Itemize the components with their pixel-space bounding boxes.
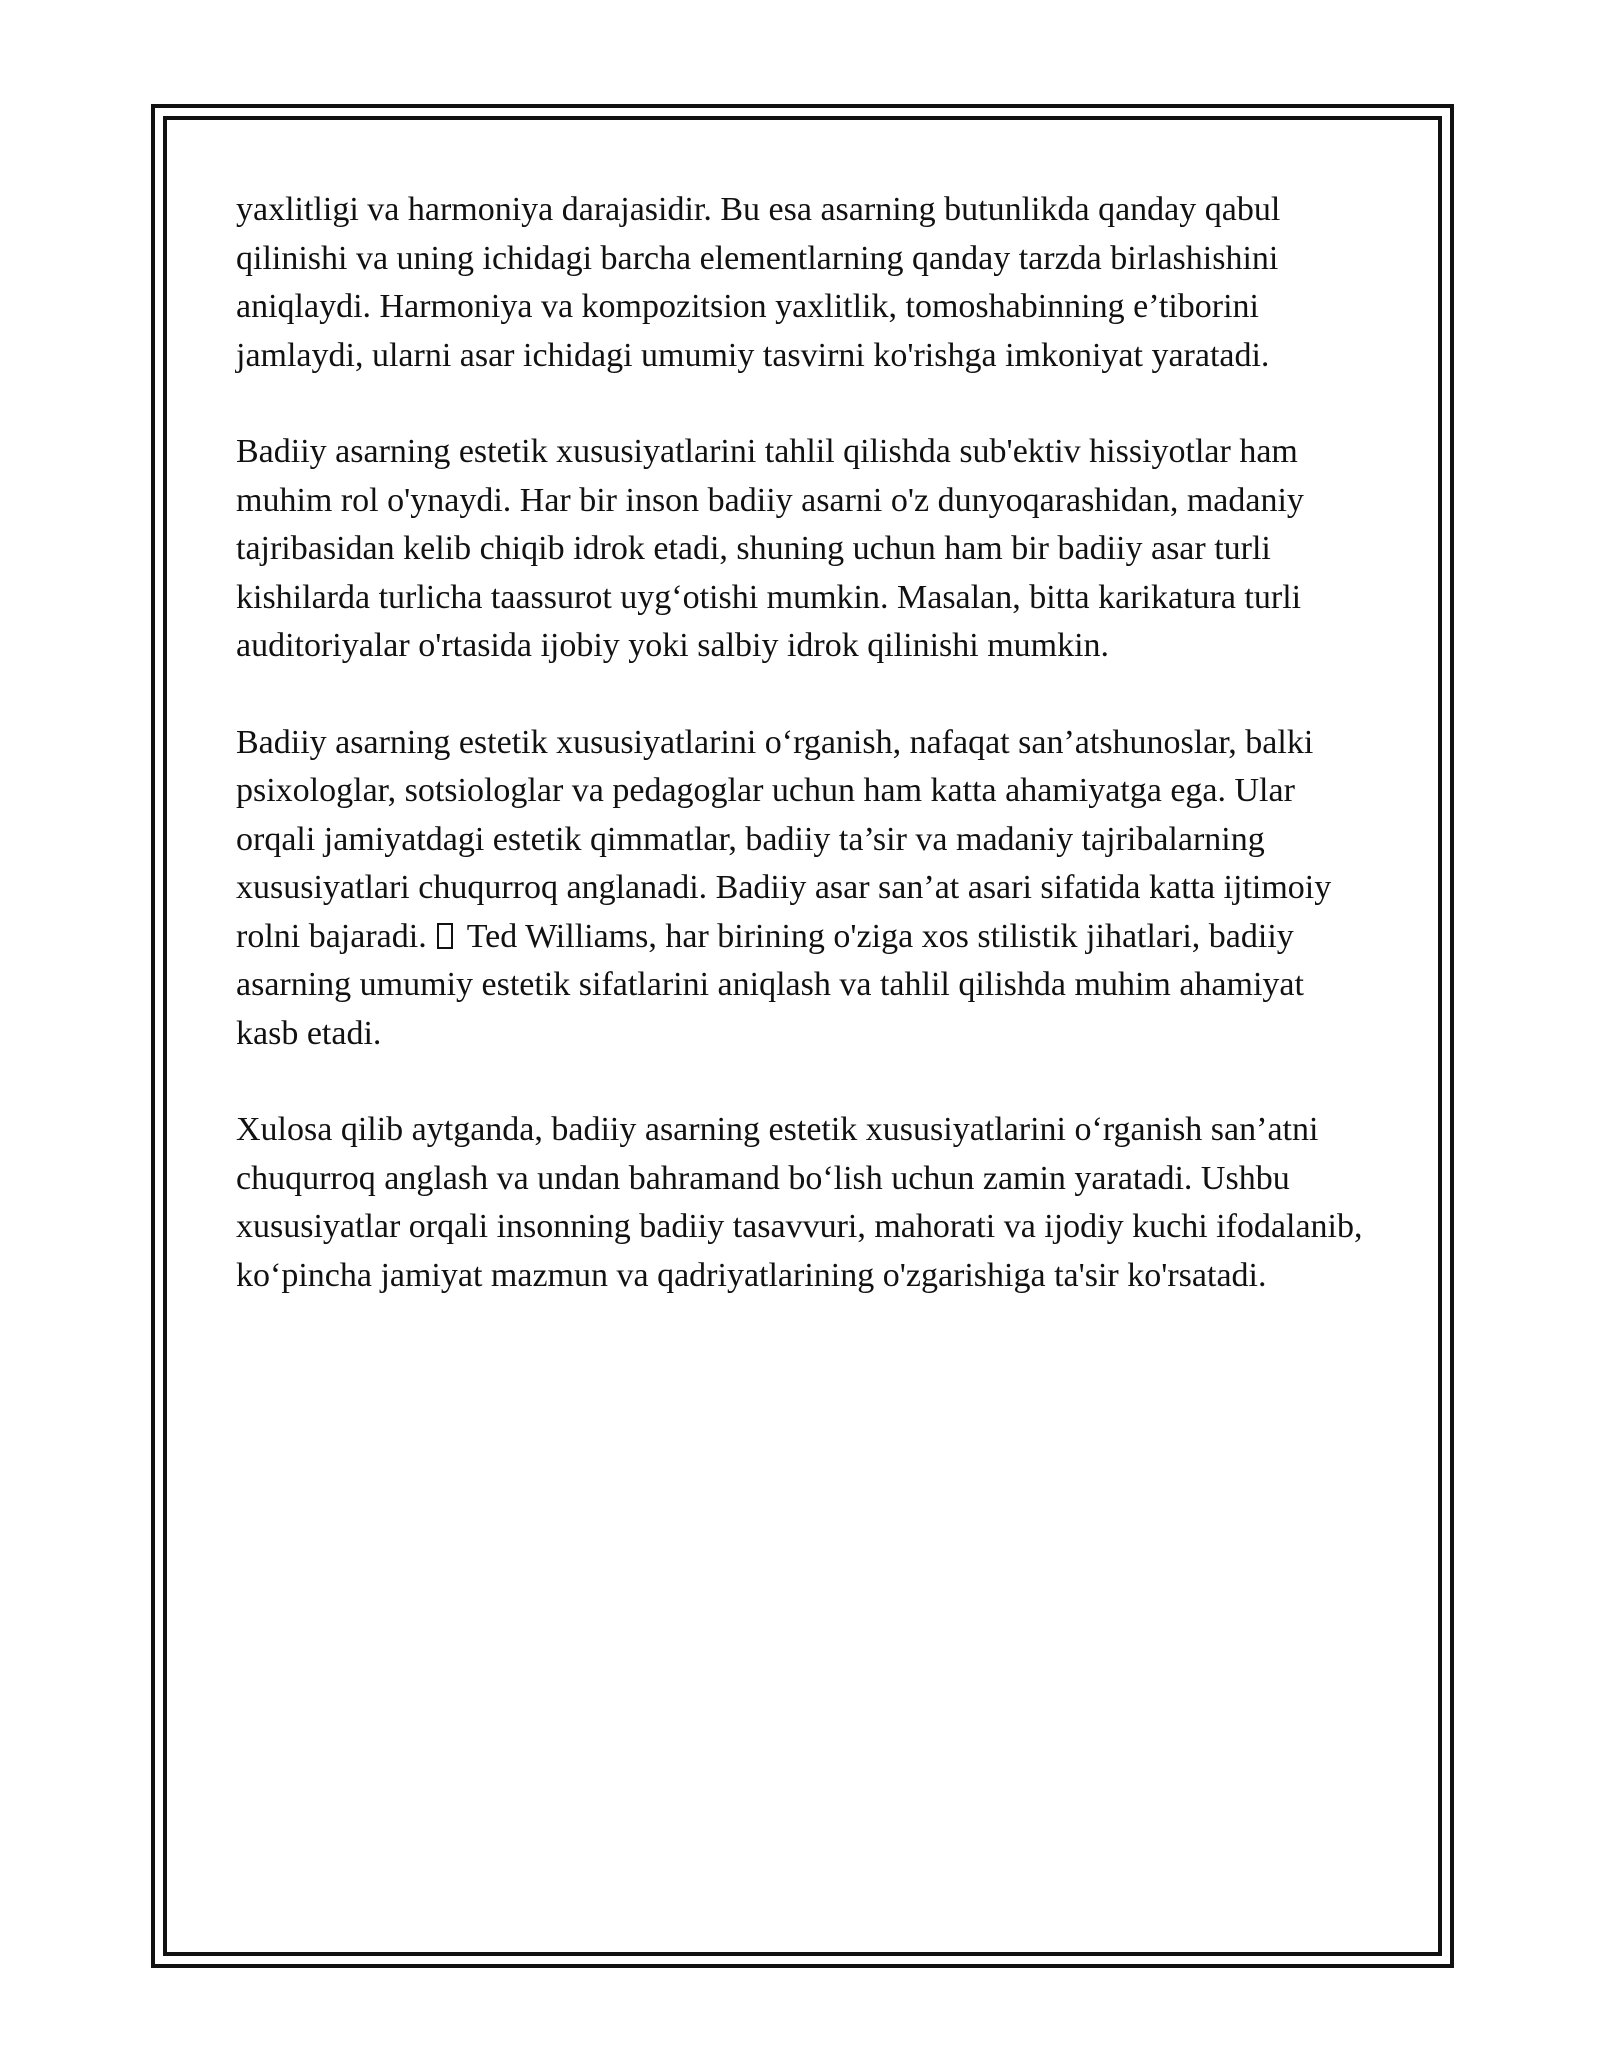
paragraph-3 bbox=[236, 719, 1366, 1059]
paragraph-4 bbox=[236, 1106, 1366, 1300]
document-body bbox=[236, 186, 1366, 1348]
paragraph-1 bbox=[236, 186, 1366, 380]
paragraph-3-text-after: Ted Williams, har birining o'ziga xos stilistik jihatlari, badiiy asarning umumiy estetik sifatlarini aniqlash va tahlil qilishda muhim ahamiyat kasb etadi. bbox=[236, 917, 1304, 1052]
paragraph-4-text: Xulosa qilib aytganda, badiiy asarning estetik xususiyatlarini o‘rganish san’atni chuqurroq anglash va undan bahramand bo‘lish uchun zamin yaratadi. Ushbu xususiyatlar orqali insonning badiiy tasavvuri, mahorati va ijodiy kuchi ifodalanib, ko‘pincha jamiyat mazmun va qadriyatlarining o'zgarishiga ta'sir ko'rsatadi. bbox=[236, 1111, 1363, 1294]
paragraph-2-text: Badiiy asarning estetik xususiyatlarini tahlil qilishda sub'ektiv hissiyotlar ham muhim rol o'ynaydi. Har bir inson badiiy asarni o'z dunyoqarashidan, madaniy tajribasidan kelib chiqib idrok etadi, shuning uchun ham bir badiiy asar turli kishilarda turlicha taassurot uyg‘otishi mumkin. Masalan, bitta karikatura turli auditoriyalar o'rtasida ijobiy yoki salbiy idrok qilinishi mumkin. bbox=[236, 433, 1304, 664]
paragraph-2 bbox=[236, 428, 1366, 671]
missing-glyph-icon bbox=[437, 923, 453, 949]
paragraph-3-text-before: Badiiy asarning estetik xususiyatlarini o‘rganish, nafaqat san’atshunoslar, balki psixologlar, sotsiologlar va pedagoglar uchun ham katta ahamiyatga ega. Ular orqali jamiyatdagi estetik qimmatlar, badiiy ta’sir va madaniy tajribalarning xususiyatlari chuqurroq anglanadi. Badiiy asar san’at asari sifatida katta ijtimoiy rolni bajaradi. bbox=[236, 723, 1332, 955]
paragraph-1-text: yaxlitligi va harmoniya darajasidir. Bu esa asarning butunlikda qanday qabul qilinishi va uning ichidagi barcha elementlarning qanday tarzda birlashishini aniqlaydi. Harmoniya va kompozitsion yaxlitlik, tomoshabinning e’tiborini jamlaydi, ularni asar ichidagi umumiy tasvirni ko'rishga imkoniyat yaratadi. bbox=[236, 191, 1281, 374]
